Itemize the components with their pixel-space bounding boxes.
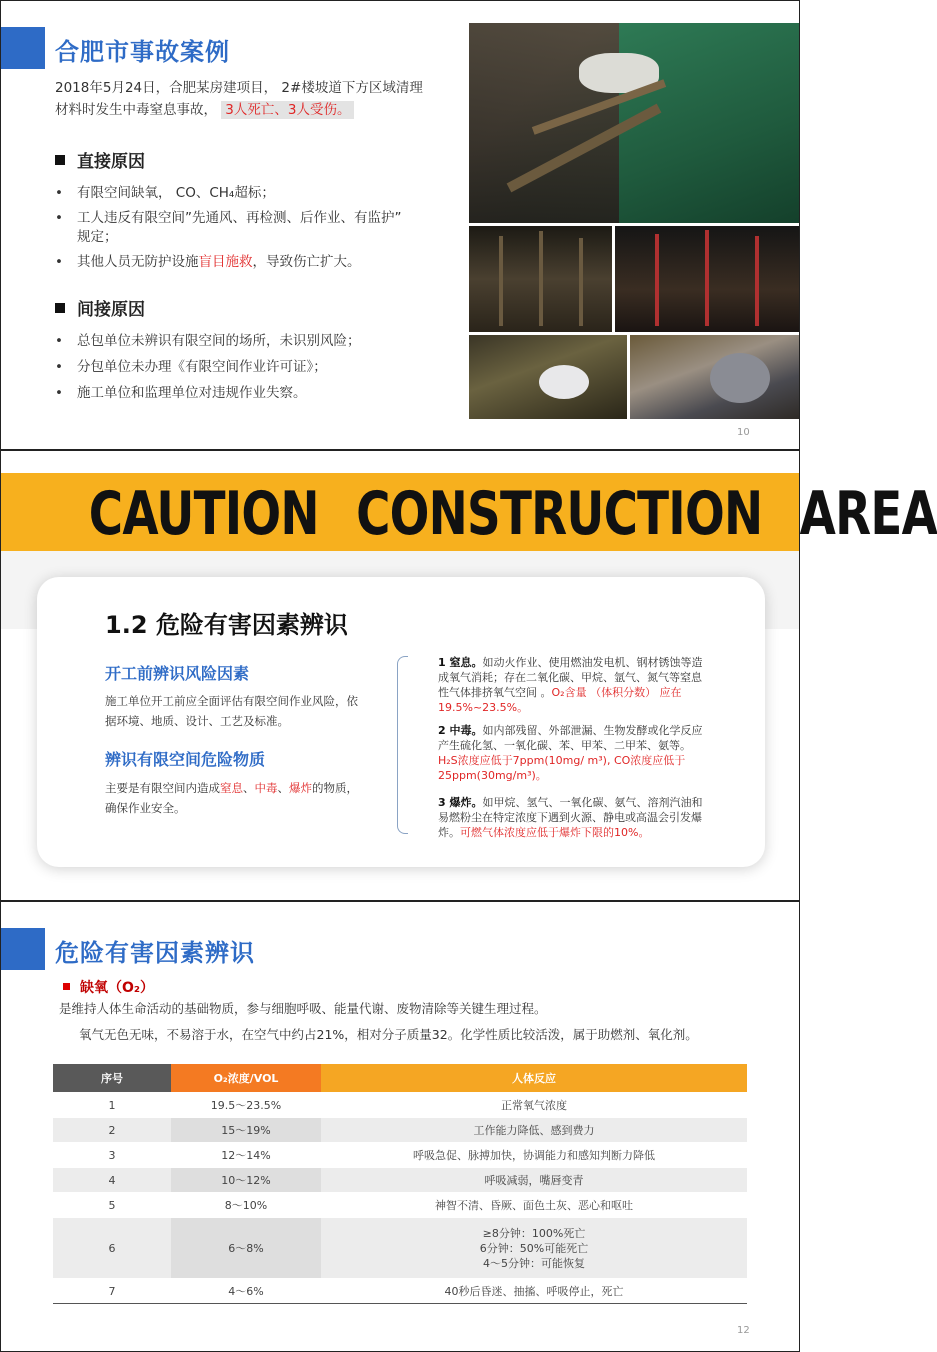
- rubble-photo: [630, 335, 799, 419]
- indirect-cause-heading: 间接原因: [55, 295, 145, 320]
- slide-title: 危险有害因素辨识: [55, 939, 255, 967]
- card-title: 1.2 危险有害因素辨识: [105, 611, 348, 639]
- slide-oxygen-deficiency: [0, 901, 800, 1352]
- square-bullet-icon: [55, 303, 65, 313]
- slide-hazard-identification: [0, 450, 937, 901]
- accident-site-photo: [469, 23, 799, 223]
- page-number: 12: [737, 1325, 750, 1336]
- intro-line-2: 材料时发生中毒窒息事故， 3人死亡、3人受伤。: [55, 99, 465, 121]
- indirect-cause-item: • 施工单位和监理单位对违规作业失察。: [55, 385, 307, 401]
- slide-hefei-accident: [0, 0, 800, 450]
- hazard-substance-heading: 辨识有限空间危险物质: [105, 750, 266, 769]
- header-concentration: O₂浓度/VOL: [171, 1064, 321, 1093]
- indirect-cause-item: • 分包单位未办理《有限空间作业许可证》；: [55, 359, 327, 375]
- title-accent-bar: [1, 928, 45, 970]
- intro-line-1: 2018年5月24日，合肥某房建项目， 2#楼坡道下方区域清理: [55, 80, 423, 96]
- title-accent-bar: [1, 27, 45, 69]
- explosion-item: 3 爆炸。如甲烷、氢气、一氧化碳、氨气、溶剂汽油和 易燃粉尘在特定浓度下遇到火源、静电或高温会引发爆 炸。可燃气体浓度应低于爆炸下限的10%。: [438, 796, 703, 839]
- casualty-highlight: 3人死亡、3人受伤。: [221, 101, 354, 119]
- table-row: 7 4～6% 40秒后昏迷、抽搐、呼吸停止，死亡: [53, 1279, 747, 1304]
- oxygen-role-text: 是维持人体生命活动的基础物质，参与细胞呼吸、能量代谢、废物清除等关键生理过程。: [59, 1001, 547, 1016]
- oxygen-subheading: 缺氧（O₂）: [63, 977, 154, 997]
- direct-cause-item: • 工人违反有限空间”先通风、再检测、后作业、有监护” 规定；: [55, 210, 402, 245]
- table-header-row: [53, 1064, 747, 1093]
- header-reaction: 人体反应: [321, 1064, 747, 1093]
- header-no: 序号: [53, 1064, 171, 1093]
- intro-paragraph: [55, 77, 465, 121]
- collapsed-material-photo: [469, 335, 627, 419]
- oxygen-concentration-table: [53, 1064, 747, 1304]
- hazard-substance-text: 主要是有限空间内造成窒息、中毒、爆炸的物质， 确保作业安全。: [105, 781, 358, 815]
- direct-cause-item: • 有限空间缺氧， CO、CH₄超标；: [55, 185, 275, 201]
- table-row: 4 10～12% 呼吸减弱，嘴唇变青: [53, 1168, 747, 1193]
- bracket-divider: [397, 656, 408, 834]
- underground-space-photo: [469, 226, 612, 332]
- indirect-cause-item: • 总包单位未辨识有限空间的场所，未识别风险；: [55, 333, 361, 349]
- pre-start-text: 施工单位开工前应全面评估有限空间作业风险，依 据环境、地质、设计、工艺及标准。: [105, 694, 358, 728]
- caution-banner-text: CAUTION CONSTRUCTION AREA: [88, 479, 937, 549]
- page-number: 10: [737, 427, 750, 438]
- table-row: 2 15～19% 工作能力降低、感到费力: [53, 1118, 747, 1143]
- square-bullet-icon: [55, 155, 65, 165]
- table-row: 6 6～8% ≥8分钟：100%死亡 6分钟：50%可能死亡 4～5分钟：可能恢复: [53, 1218, 747, 1279]
- pre-start-heading: 开工前辨识风险因素: [105, 664, 250, 683]
- direct-cause-item: • 其他人员无防护设施盲目施救，导致伤亡扩大。: [55, 254, 361, 270]
- table-row: 1 19.5～23.5% 正常氧气浓度: [53, 1093, 747, 1118]
- direct-cause-heading: 直接原因: [55, 147, 145, 172]
- shoring-poles-photo: [615, 226, 799, 332]
- poisoning-item: 2 中毒。如内部残留、外部泄漏、生物发酵或化学反应 产生硫化氢、一氧化碳、苯、甲苯、二甲苯、氨等。 H₂S浓度应低于7ppm(10mg/ m³), CO浓度应低于 25ppm(30mg/m³)。: [438, 724, 703, 782]
- table-row: 3 12～14% 呼吸急促、脉搏加快，协调能力和感知判断力降低: [53, 1143, 747, 1168]
- red-square-icon: [63, 983, 70, 990]
- oxygen-property-text: 氧气无色无味，不易溶于水，在空气中约占21%，相对分子质量32。化学性质比较活泼，属于助燃剂、氧化剂。: [79, 1027, 698, 1042]
- slide-title: 合肥市事故案例: [55, 38, 230, 66]
- blind-rescue-highlight: 盲目施救: [198, 254, 253, 270]
- table-row: 5 8～10% 神智不清、昏厥、面色土灰、恶心和呕吐: [53, 1193, 747, 1218]
- suffocation-item: 1 窒息。如动火作业、使用燃油发电机、钢材锈蚀等造 成氧气消耗；存在二氧化碳、甲烷、氩气、氮气等窒息 性气体排挤氧气空间 。O₂含量 （体积分数） 应在 19.5%~23.5%。: [438, 656, 703, 714]
